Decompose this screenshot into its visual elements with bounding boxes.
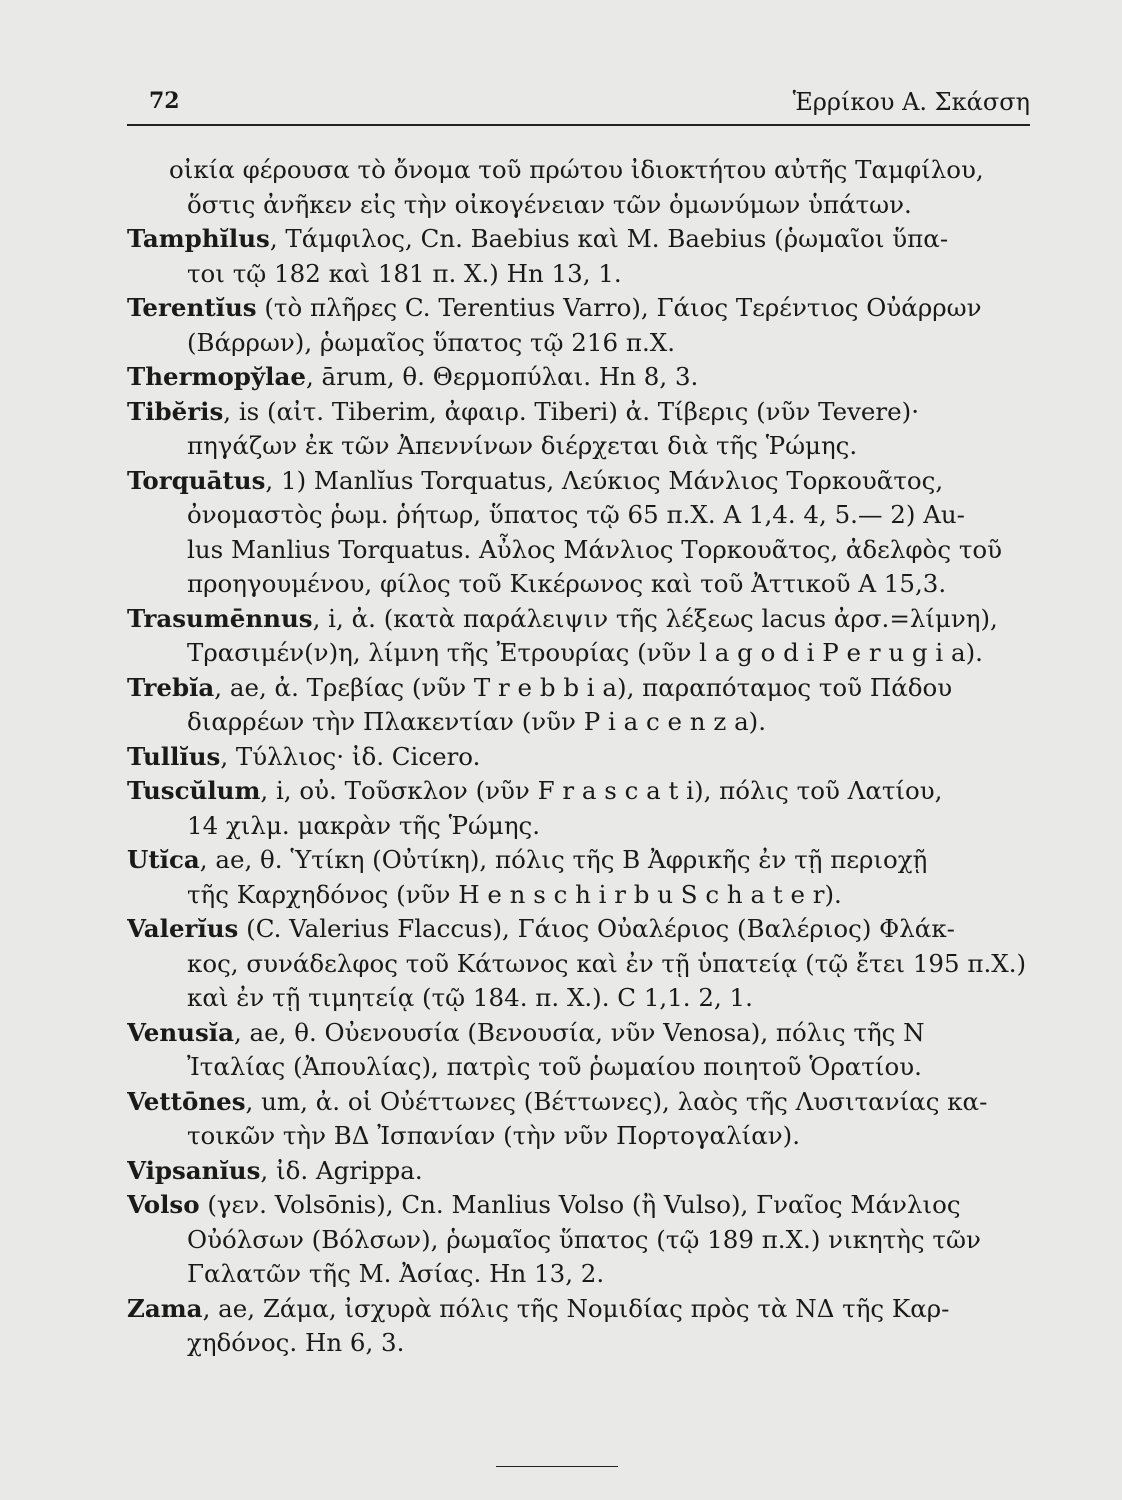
entry-text: , i, οὐ. Τοῦσκλον (νῦν F r a s c a t i), πόλις τοῦ Λατίου, bbox=[260, 776, 943, 805]
entry-headword: Tamphĭlus bbox=[127, 224, 270, 253]
glossary-continuation-line bbox=[127, 326, 1030, 361]
glossary-continuation-line bbox=[127, 153, 1030, 188]
glossary-continuation-line bbox=[127, 533, 1030, 568]
glossary-continuation-line bbox=[127, 705, 1030, 740]
entry-text: οἰκία φέρουσα τὸ ὄνομα τοῦ πρώτου ἰδιοκτήτου αὐτῆς Ταμφίλου, bbox=[169, 155, 984, 184]
entry-text: Τρασιμέν(ν)η, λίμνη τῆς Ἐτρουρίας (νῦν l a g o d i P e r u g i a). bbox=[187, 638, 983, 667]
entry-headword: Vipsanĭus bbox=[127, 1155, 261, 1185]
glossary-entry-line bbox=[127, 774, 1030, 809]
entry-headword: Thermopy̆lae bbox=[127, 362, 306, 391]
entry-text: προηγουμένου, φίλος τοῦ Κικέρωνος καὶ τοῦ Ἀττικοῦ A 15,3. bbox=[187, 569, 947, 598]
entry-headword: Tullĭus bbox=[127, 741, 221, 771]
glossary-entry-line bbox=[127, 1188, 1030, 1223]
entry-headword: Venusĭa bbox=[127, 1017, 234, 1047]
entry-text: (γεν. Volsōnis), Cn. Manlius Volso (ἢ Vulso), Γναῖος Μάνλιος bbox=[199, 1190, 961, 1219]
entry-text: τοι τῷ 182 καὶ 181 π. Χ.) Hn 13, 1. bbox=[187, 258, 622, 288]
entry-text: (τὸ πλῆρες C. Terentius Varro), Γάιος Τερέντιος Οὐάρρων bbox=[256, 293, 982, 322]
entry-text: ὅστις ἀνῆκεν εἰς τὴν οἰκογένειαν τῶν ὁμωνύμων ὑπάτων. bbox=[187, 189, 912, 219]
running-head: Ἑρρίκου Α. Σκάσση bbox=[792, 88, 1030, 116]
entry-text: χηδόνος. Hn 6, 3. bbox=[187, 1328, 405, 1357]
glossary-entry-line bbox=[127, 740, 1030, 775]
glossary-continuation-line bbox=[127, 257, 1030, 292]
entry-text: , is (αἰτ. Tiberim, ἀφαιρ. Tiberi) ἀ. Τίβερις (νῦν Tevere)· bbox=[223, 396, 919, 426]
glossary-entry-line bbox=[127, 464, 1030, 499]
entry-text: , 1) Manlĭus Torquatus, Λεύκιος Μάνλιος Τορκουᾶτος, bbox=[265, 465, 944, 495]
entry-headword: Vettōnes bbox=[127, 1086, 246, 1116]
glossary-entry-line bbox=[127, 395, 1030, 430]
entry-text: , ἰδ. Agrippa. bbox=[260, 1155, 423, 1185]
page-header bbox=[127, 84, 1030, 124]
entry-text: (Βάρρων), ῥωμαῖος ὕπατος τῷ 216 π.Χ. bbox=[187, 327, 675, 357]
entry-text: , ae, Ζάμα, ἰσχυρὰ πόλις τῆς Νομιδίας πρὸς τὰ ΝΔ τῆς Καρ- bbox=[202, 1293, 950, 1323]
glossary-entry-line bbox=[127, 291, 1030, 326]
glossary-continuation-line bbox=[127, 1257, 1030, 1292]
header-rule bbox=[127, 124, 1030, 126]
entry-text: , Τάμφιλος, Cn. Baebius καὶ M. Baebius (ῥωμαῖοι ὕπα- bbox=[269, 224, 949, 253]
glossary-continuation-line bbox=[127, 429, 1030, 464]
entry-text: , i, ἀ. (κατὰ παράλειψιν τῆς λέξεως lacus ἀρσ.=λίμνη), bbox=[312, 603, 998, 633]
glossary-entry-line bbox=[127, 1085, 1030, 1120]
glossary-entry-line bbox=[127, 1016, 1030, 1051]
glossary-continuation-line bbox=[127, 567, 1030, 602]
entry-text: Οὐόλσων (Βόλσων), ῥωμαῖος ὕπατος (τῷ 189 π.Χ.) νικητὴς τῶν bbox=[187, 1224, 981, 1254]
glossary-continuation-line bbox=[127, 636, 1030, 671]
entry-headword: Zama bbox=[127, 1293, 203, 1323]
glossary-entry-line bbox=[127, 602, 1030, 637]
entry-text: τοικῶν τὴν ΒΔ Ἰσπανίαν (τὴν νῦν Πορτογαλίαν). bbox=[187, 1121, 801, 1150]
glossary-continuation-line bbox=[127, 498, 1030, 533]
entry-headword: Trasumēnnus bbox=[127, 603, 313, 633]
entry-headword: Tibĕris bbox=[127, 396, 224, 426]
entry-headword: Volso bbox=[127, 1190, 200, 1219]
glossary-continuation-line bbox=[127, 1119, 1030, 1154]
entry-text: lus Manlius Torquatus. Αὖλος Μάνλιος Τορκουᾶτος, ἀδελφὸς τοῦ bbox=[187, 534, 1003, 564]
glossary-continuation-line bbox=[127, 878, 1030, 913]
glossary-continuation-line bbox=[127, 1223, 1030, 1258]
entry-headword: Utĭca bbox=[127, 845, 200, 874]
entry-text: , Τύλλιος· ἰδ. Cicero. bbox=[220, 741, 481, 771]
entry-headword: Tuscŭlum bbox=[127, 776, 261, 805]
entry-headword: Terentĭus bbox=[127, 293, 257, 322]
glossary-continuation-line bbox=[127, 1326, 1030, 1361]
footer-rule bbox=[496, 1466, 618, 1467]
entry-text: Ἰταλίας (Ἀπουλίας), πατρὶς τοῦ ῥωμαίου ποιητοῦ Ὁρατίου. bbox=[187, 1052, 922, 1081]
glossary-entry-line bbox=[127, 1292, 1030, 1327]
entry-headword: Valerĭus bbox=[127, 914, 239, 943]
glossary-entry-line bbox=[127, 843, 1030, 878]
page-number: 72 bbox=[149, 88, 180, 114]
entry-text: , ārum, θ. Θερμοπύλαι. Hn 8, 3. bbox=[305, 362, 699, 391]
entry-text: ὀνομαστὸς ῥωμ. ῥήτωρ, ὕπατος τῷ 65 π.Χ. A 1,4. 4, 5.— 2) Au- bbox=[187, 500, 965, 529]
glossary-continuation-line bbox=[127, 947, 1030, 982]
entry-text: Γαλατῶν τῆς M. Ἀσίας. Hn 13, 2. bbox=[187, 1259, 605, 1288]
entry-text: κος, συνάδελφος τοῦ Κάτωνος καὶ ἐν τῇ ὑπατείᾳ (τῷ ἔτει 195 π.Χ.) bbox=[187, 948, 1027, 978]
glossary-entry-line bbox=[127, 1154, 1030, 1189]
entry-text: , um, ἀ. οἱ Οὐέττωνες (Βέττωνες), λαὸς τῆς Λυσιτανίας κα- bbox=[245, 1086, 988, 1116]
entry-text: , ae, θ. Ὑτίκη (Οὐτίκη), πόλις τῆς B Ἀφρικῆς ἐν τῇ περιοχῇ bbox=[199, 845, 928, 874]
glossary-entry-line bbox=[127, 671, 1030, 706]
entry-text: καὶ ἐν τῇ τιμητείᾳ (τῷ 184. π. Χ.). C 1,1. 2, 1. bbox=[187, 983, 753, 1012]
glossary-entry-line bbox=[127, 912, 1030, 947]
glossary-continuation-line bbox=[127, 981, 1030, 1016]
glossary-continuation-line bbox=[127, 188, 1030, 223]
entry-text: πηγάζων ἐκ τῶν Ἀπεννίνων διέρχεται διὰ τῆς Ῥώμης. bbox=[187, 431, 858, 460]
entry-headword: Torquātus bbox=[127, 465, 266, 495]
entry-text: , ae, θ. Οὐενουσία (Βενουσία, νῦν Venosa), πόλις τῆς N bbox=[233, 1017, 925, 1047]
entry-text: , ae, ἀ. Τρεβίας (νῦν T r e b b i a), παραπόταμος τοῦ Πάδου bbox=[214, 672, 953, 702]
entry-text: διαρρέων τὴν Πλακεντίαν (νῦν P i a c e n z a). bbox=[187, 707, 767, 736]
entry-headword: Trebĭa bbox=[127, 672, 215, 702]
glossary-entry-line bbox=[127, 360, 1030, 395]
glossary-continuation-line bbox=[127, 809, 1030, 844]
entry-text: (C. Valerius Flaccus), Γάιος Οὐαλέριος (Βαλέριος) Φλάκ- bbox=[238, 914, 955, 943]
glossary-continuation-line bbox=[127, 1050, 1030, 1085]
glossary-body bbox=[127, 153, 1030, 1361]
entry-text: 14 χιλμ. μακρὰν τῆς Ῥώμης. bbox=[187, 810, 541, 840]
glossary-entry-line bbox=[127, 222, 1030, 257]
entry-text: τῆς Καρχηδόνος (νῦν H e n s c h i r b u S c h a t e r). bbox=[187, 879, 842, 909]
